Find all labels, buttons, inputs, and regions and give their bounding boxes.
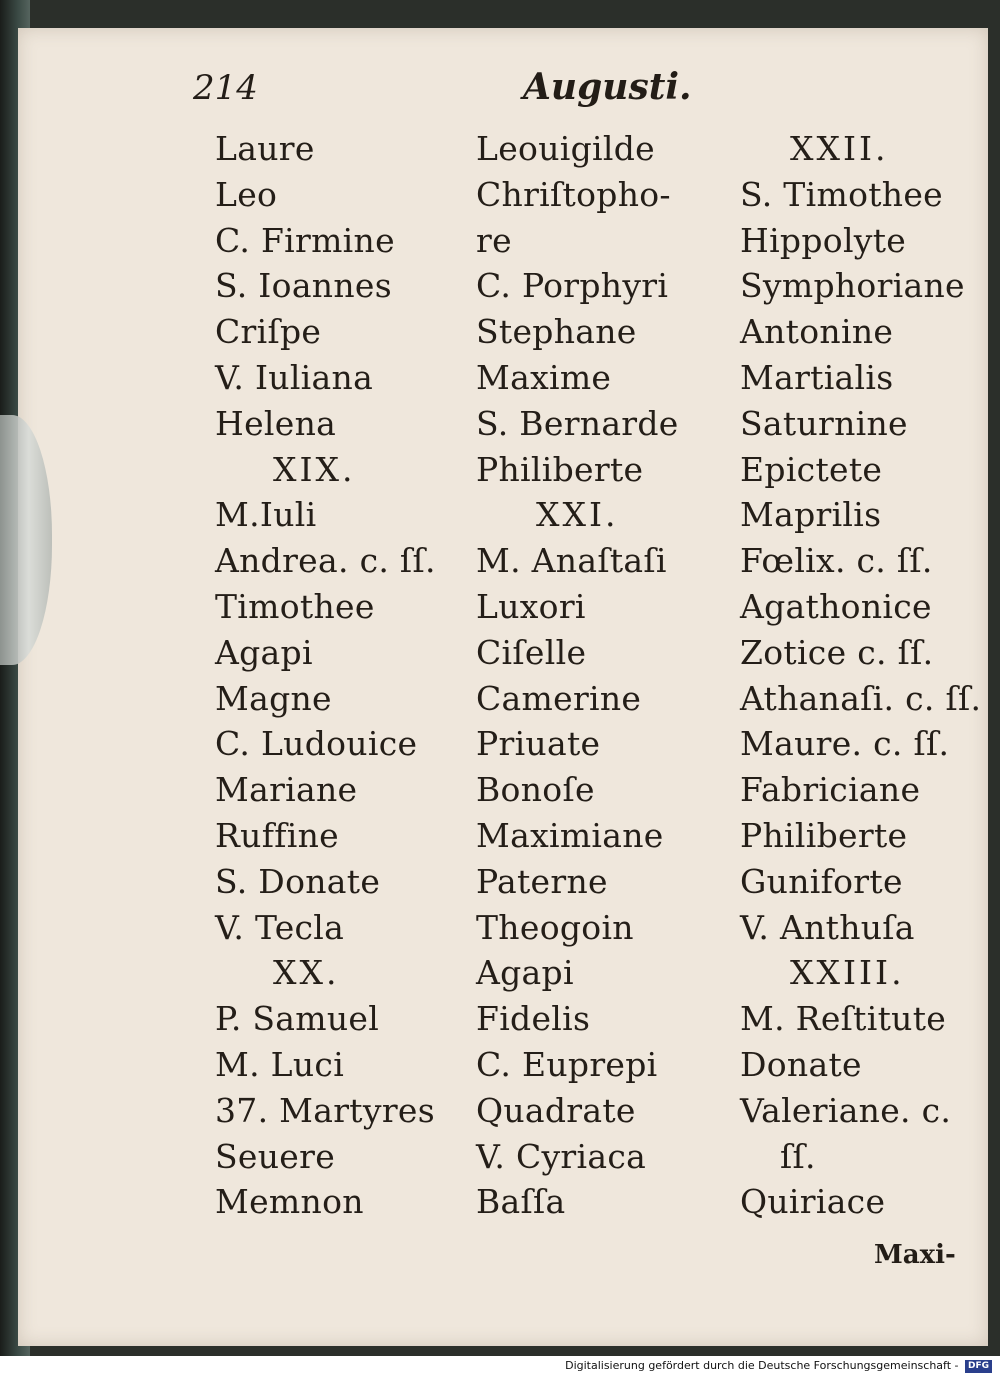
list-item: Memnon [215, 1182, 364, 1222]
list-item: Athanaſi. c. ſſ. [740, 678, 982, 718]
list-item: Fidelis [476, 999, 591, 1039]
list-item: M. Anaſtaſi [476, 541, 667, 581]
list-item: S. Donate [215, 861, 381, 901]
list-item: Andrea. c. ſſ. [215, 541, 436, 581]
list-item: XXI. [536, 495, 619, 535]
list-item: Stephane [476, 312, 637, 352]
list-item: Guniforte [740, 861, 903, 901]
list-item: 37. Martyres [215, 1090, 435, 1130]
list-item: Maximiane [476, 815, 664, 855]
list-item: V. Anthuſa [740, 907, 915, 947]
list-item: Camerine [476, 678, 642, 718]
list-item: Hippolyte [740, 220, 907, 260]
list-item: Leo [215, 174, 278, 214]
list-item: Timothee [215, 586, 375, 626]
list-item: Maure. c. ſſ. [740, 724, 950, 764]
list-item: Magne [215, 678, 332, 718]
footer [565, 1357, 992, 1375]
list-item: Bonoſe [476, 770, 595, 810]
name-column-3 [740, 126, 981, 1225]
page-number: 214 [193, 68, 258, 108]
list-item: Agapi [476, 953, 574, 993]
list-item: Theogoin [476, 907, 634, 947]
list-item: C. Euprepi [476, 1044, 658, 1084]
running-head: Augusti. [523, 66, 692, 108]
list-item: Priuate [476, 724, 601, 764]
list-item: Antonine [740, 312, 894, 352]
list-item: Seuere [215, 1136, 336, 1176]
name-column-1 [215, 126, 436, 1225]
list-item: Fabriciane [740, 770, 921, 810]
list-item: XX. [273, 953, 340, 993]
list-item: Saturnine [740, 403, 908, 443]
list-item: C. Porphyri [476, 266, 669, 306]
list-item: P. Samuel [215, 999, 380, 1039]
list-item: Quiriace [740, 1182, 886, 1222]
list-item: Luxori [476, 586, 586, 626]
list-item: Philiberte [740, 815, 908, 855]
list-item: Ciſelle [476, 632, 587, 672]
list-item: Symphoriane [740, 266, 965, 306]
list-item: Criſpe [215, 312, 322, 352]
list-item: Martialis [740, 357, 894, 397]
list-item: S. Bernarde [476, 403, 679, 443]
list-item: V. Tecla [215, 907, 345, 947]
list-item: V. Cyriaca [476, 1136, 647, 1176]
list-item: S. Timothee [740, 174, 944, 214]
list-item: Agathonice [740, 586, 932, 626]
list-item: XXIII. [790, 953, 905, 993]
list-item: Donate [740, 1044, 862, 1084]
list-item: Agapi [215, 632, 313, 672]
book-page [18, 28, 988, 1346]
list-item: Zotice c. ſſ. [740, 632, 934, 672]
list-item: V. Iuliana [215, 357, 374, 397]
list-item: Ruffine [215, 815, 339, 855]
list-item: ſſ. [780, 1136, 816, 1176]
list-item: Epictete [740, 449, 883, 489]
list-item: XIX. [273, 449, 356, 489]
list-item: M.Iuli [215, 495, 317, 535]
list-item: Fœlix. c. ſſ. [740, 541, 933, 581]
list-item: C. Firmine [215, 220, 395, 260]
list-item: XXII. [790, 129, 889, 168]
list-item: Philiberte [476, 449, 644, 489]
list-item: S. Ioannes [215, 266, 392, 306]
list-item: re [476, 220, 512, 260]
list-item: Baſſa [476, 1182, 566, 1222]
footer-text: Digitalisierung gefördert durch die Deutsche Forschungsgemeinschaft - [565, 1359, 959, 1372]
list-item: M. Luci [215, 1044, 345, 1084]
list-item: Maprilis [740, 495, 882, 535]
dfg-logo-badge: DFG [965, 1360, 992, 1373]
name-column-2 [476, 126, 679, 1225]
list-item: Valeriane. c. [740, 1090, 952, 1130]
list-item: Mariane [215, 770, 358, 810]
list-item: C. Ludouice [215, 724, 418, 764]
list-item: Chriſtopho- [476, 174, 671, 214]
list-item: M. Reſtitute [740, 999, 947, 1039]
catchword: Maxi- [874, 1240, 956, 1270]
list-item: Helena [215, 403, 337, 443]
list-item: Paterne [476, 861, 608, 901]
list-item: Maxime [476, 357, 612, 397]
list-item: Laure [215, 129, 315, 168]
list-item: Leouigilde [476, 129, 656, 168]
list-item: Quadrate [476, 1090, 636, 1130]
